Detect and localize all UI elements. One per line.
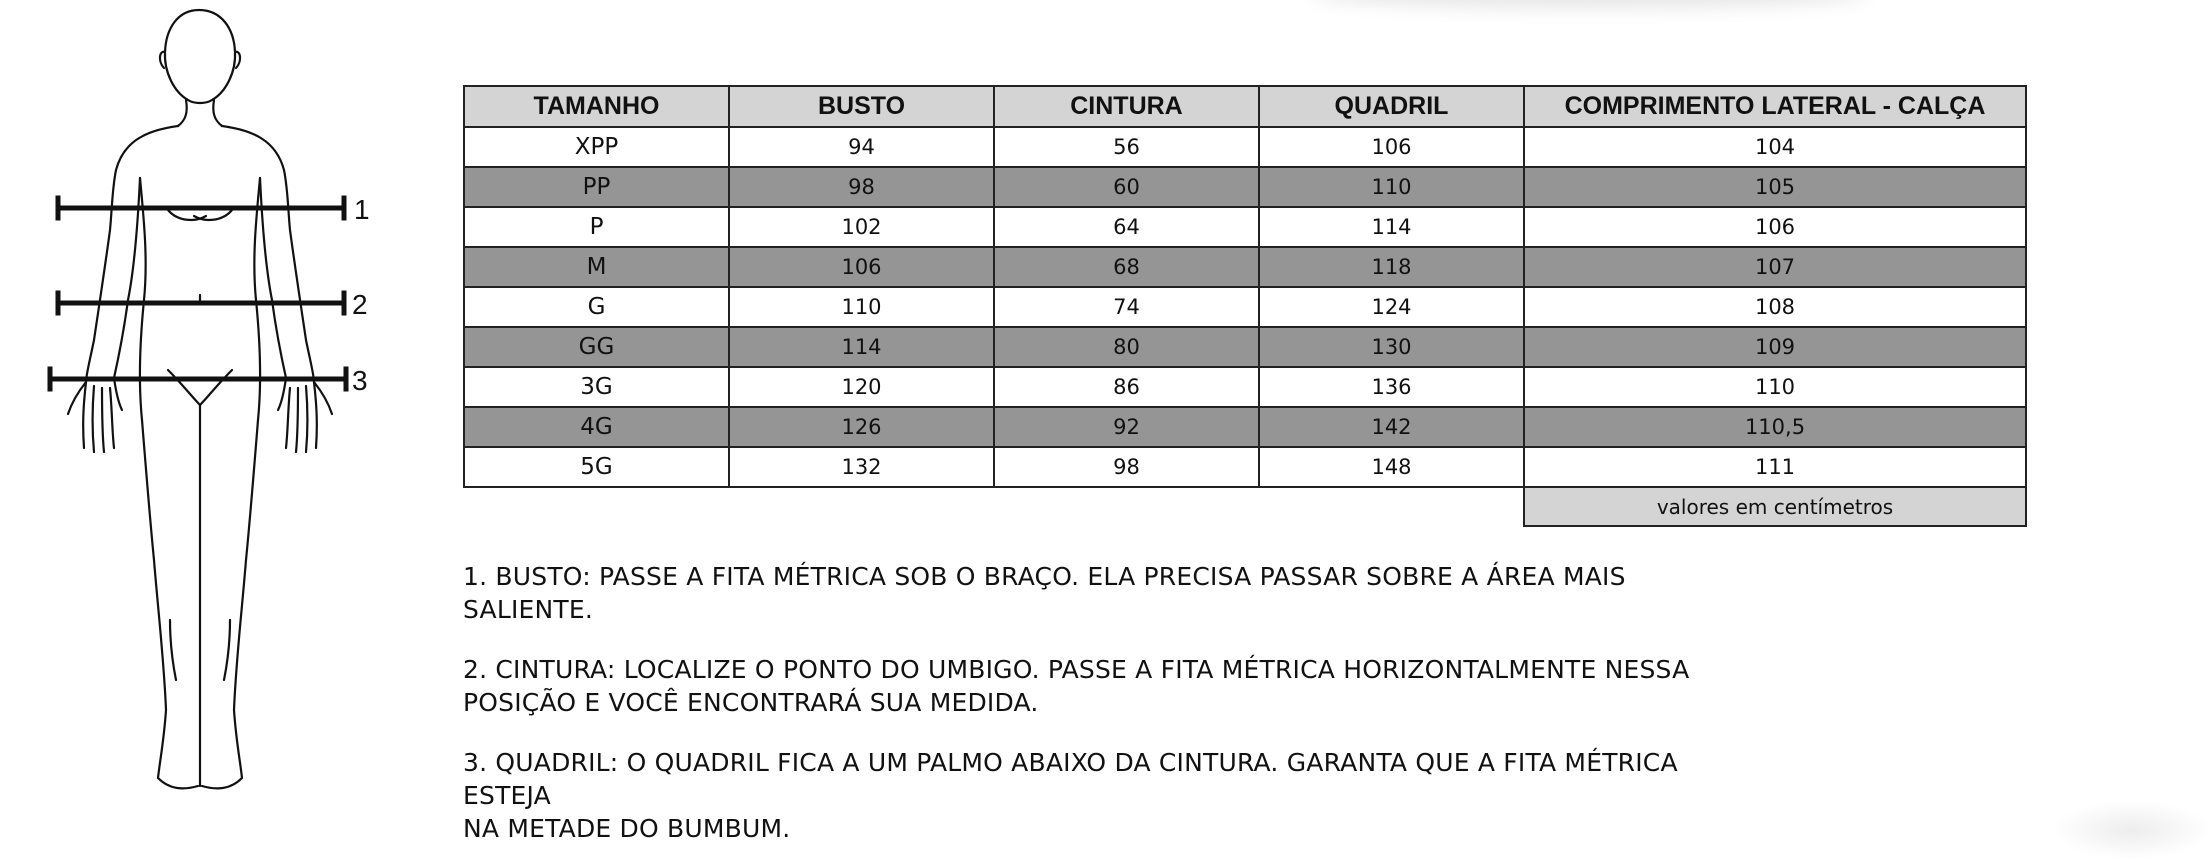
hip-cell: 136 bbox=[1259, 367, 1524, 407]
length-cell: 110,5 bbox=[1524, 407, 2026, 447]
bust-cell: 132 bbox=[729, 447, 994, 487]
table-row bbox=[464, 407, 2026, 447]
bust-cell: 106 bbox=[729, 247, 994, 287]
waist-cell: 68 bbox=[994, 247, 1259, 287]
bust-cell: 102 bbox=[729, 207, 994, 247]
waist-cell: 60 bbox=[994, 167, 1259, 207]
length-cell: 108 bbox=[1524, 287, 2026, 327]
length-cell: 104 bbox=[1524, 127, 2026, 167]
waist-cell: 56 bbox=[994, 127, 1259, 167]
header-bust: BUSTO bbox=[729, 86, 994, 127]
table-row bbox=[464, 127, 2026, 167]
instruction-waist: 2. CINTURA: LOCALIZE O PONTO DO UMBIGO. PASSE A FITA MÉTRICA HORIZONTALMENTE NESSA POSIÇÃO E VOCÊ ENCONTRARÁ SUA MEDIDA. bbox=[463, 655, 1690, 717]
instruction-bust: 1. BUSTO: PASSE A FITA MÉTRICA SOB O BRAÇO. ELA PRECISA PASSAR SOBRE A ÁREA MAIS SALIENTE. bbox=[463, 562, 1626, 624]
size-cell: M bbox=[464, 247, 729, 287]
corner-shadow-decoration bbox=[2052, 800, 2212, 860]
size-cell: PP bbox=[464, 167, 729, 207]
size-cell: P bbox=[464, 207, 729, 247]
size-chart-table bbox=[463, 85, 2027, 527]
bust-cell: 114 bbox=[729, 327, 994, 367]
hip-cell: 142 bbox=[1259, 407, 1524, 447]
table-row bbox=[464, 367, 2026, 407]
length-cell: 105 bbox=[1524, 167, 2026, 207]
measuring-instructions bbox=[463, 560, 1763, 845]
size-cell: 4G bbox=[464, 407, 729, 447]
unit-note: valores em centímetros bbox=[1524, 487, 2026, 526]
unit-row-spacer bbox=[464, 487, 1524, 526]
unit-note-row bbox=[464, 487, 2026, 526]
table-row bbox=[464, 447, 2026, 487]
hip-cell: 130 bbox=[1259, 327, 1524, 367]
waist-cell: 92 bbox=[994, 407, 1259, 447]
hip-cell: 148 bbox=[1259, 447, 1524, 487]
table-header-row bbox=[464, 86, 2026, 127]
table-row bbox=[464, 207, 2026, 247]
header-side-length: COMPRIMENTO LATERAL - CALÇA bbox=[1524, 86, 2026, 127]
bust-cell: 120 bbox=[729, 367, 994, 407]
header-hip: QUADRIL bbox=[1259, 86, 1524, 127]
hip-cell: 110 bbox=[1259, 167, 1524, 207]
length-cell: 109 bbox=[1524, 327, 2026, 367]
measure-label-bust: 1 bbox=[354, 194, 370, 225]
table-row bbox=[464, 167, 2026, 207]
length-cell: 110 bbox=[1524, 367, 2026, 407]
size-cell: GG bbox=[464, 327, 729, 367]
header-waist: CINTURA bbox=[994, 86, 1259, 127]
measure-label-hip: 3 bbox=[352, 365, 368, 396]
size-cell: G bbox=[464, 287, 729, 327]
length-cell: 107 bbox=[1524, 247, 2026, 287]
length-cell: 111 bbox=[1524, 447, 2026, 487]
size-cell: 5G bbox=[464, 447, 729, 487]
waist-cell: 86 bbox=[994, 367, 1259, 407]
waist-cell: 80 bbox=[994, 327, 1259, 367]
bust-cell: 126 bbox=[729, 407, 994, 447]
body-measurement-figure bbox=[38, 0, 370, 800]
size-cell: 3G bbox=[464, 367, 729, 407]
bust-cell: 110 bbox=[729, 287, 994, 327]
hip-cell: 118 bbox=[1259, 247, 1524, 287]
hip-cell: 114 bbox=[1259, 207, 1524, 247]
measure-label-waist: 2 bbox=[352, 289, 368, 320]
table-row bbox=[464, 287, 2026, 327]
waist-cell: 98 bbox=[994, 447, 1259, 487]
instruction-hip: 3. QUADRIL: O QUADRIL FICA A UM PALMO ABAIXO DA CINTURA. GARANTA QUE A FITA MÉTRICA ESTEJA NA METADE DO BUMBUM. bbox=[463, 748, 1678, 843]
waist-cell: 64 bbox=[994, 207, 1259, 247]
body-outline-icon bbox=[38, 0, 370, 800]
header-size: TAMANHO bbox=[464, 86, 729, 127]
waist-cell: 74 bbox=[994, 287, 1259, 327]
hip-cell: 106 bbox=[1259, 127, 1524, 167]
length-cell: 106 bbox=[1524, 207, 2026, 247]
bust-cell: 94 bbox=[729, 127, 994, 167]
hip-cell: 124 bbox=[1259, 287, 1524, 327]
table-row bbox=[464, 327, 2026, 367]
bust-cell: 98 bbox=[729, 167, 994, 207]
table-row bbox=[464, 247, 2026, 287]
size-cell: XPP bbox=[464, 127, 729, 167]
